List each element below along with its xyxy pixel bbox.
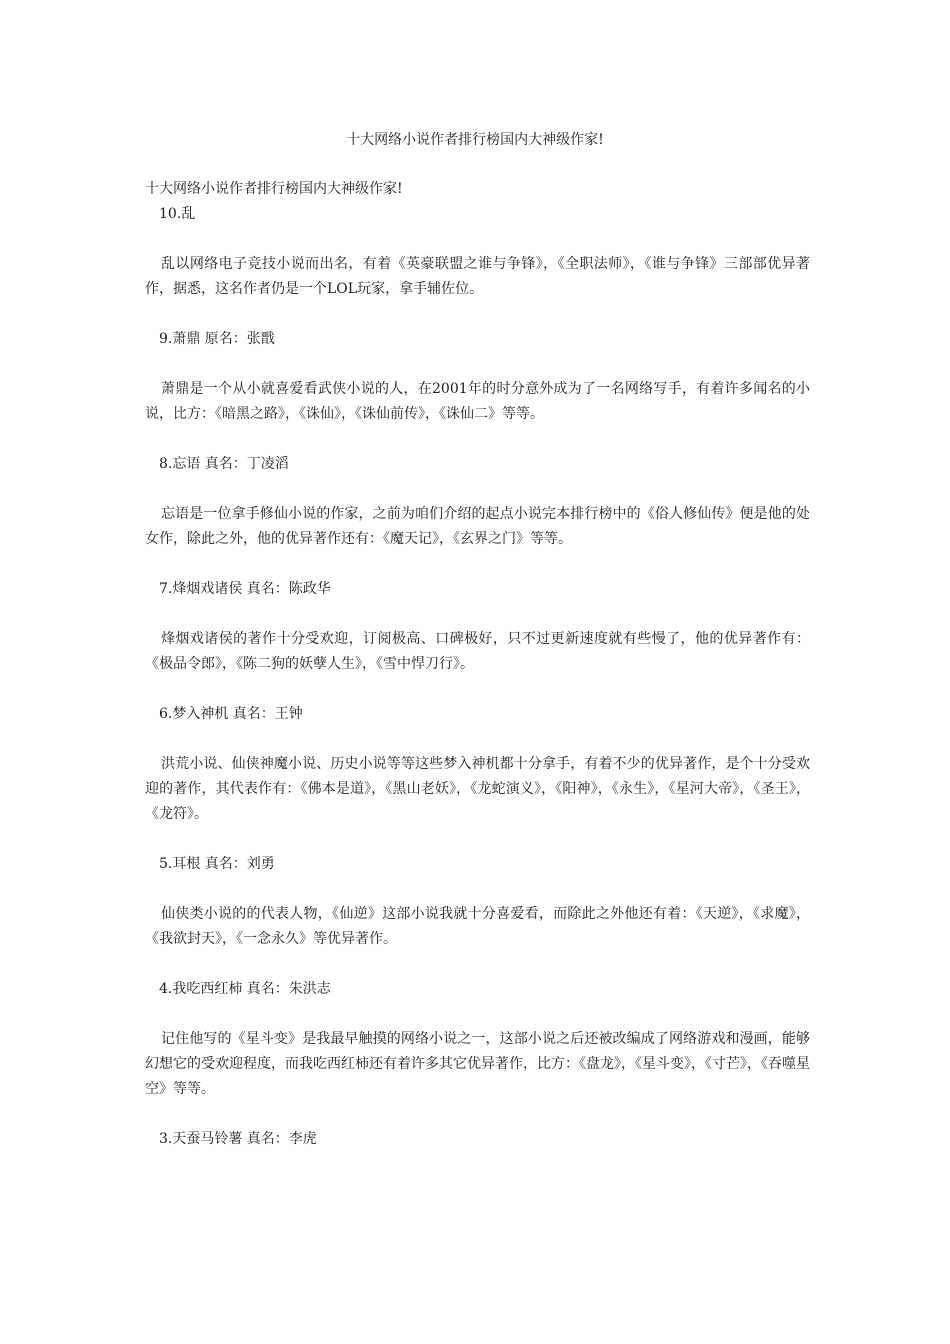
- paragraph-gap: [145, 602, 810, 627]
- paragraph-gap: [145, 677, 810, 702]
- section-heading-10: 10.乱: [159, 206, 196, 222]
- paragraph-gap: [145, 1002, 810, 1027]
- section-heading-4: 4.我吃西红柿 真名：朱洪志: [159, 981, 331, 997]
- paragraph-gap: [145, 827, 810, 852]
- section-heading-5: 5.耳根 真名：刘勇: [159, 856, 275, 872]
- document-body: [145, 177, 810, 1152]
- section-body-10: 乱以网络电子竞技小说而出名，有着《英豪联盟之谁与争锋》，《全职法师》，《谁与争锋》三部部优异著作，据悉，这名作者仍是一个LOL玩家，拿手辅佐位。: [145, 256, 810, 297]
- section-body-4: 记住他写的《星斗变》是我最早触摸的网络小说之一，这部小说之后还被改编成了网络游戏和漫画，能够幻想它的受欢迎程度，而我吃西红柿还有着许多其它优异著作，比方：《盘龙》，《星斗变》，《寸芒》，《吞噬星空》等等。: [145, 1031, 810, 1097]
- section-body-9: 萧鼎是一个从小就喜爱看武侠小说的人，在2001年的时分意外成为了一名网络写手，有着许多闻名的小说，比方：《暗黑之路》，《诛仙》，《诛仙前传》，《诛仙二》等等。: [145, 381, 810, 422]
- paragraph-gap: [145, 952, 810, 977]
- section-heading-3: 3.天蚕马铃薯 真名：李虎: [159, 1131, 317, 1147]
- document-title: 十大网络小说作者排行榜国内大神级作家!: [346, 132, 604, 148]
- section-heading-8: 8.忘语 真名：丁凌滔: [159, 456, 289, 472]
- paragraph-gap: [145, 427, 810, 452]
- section-heading-7: 7.烽烟戏诸侯 真名：陈政华: [159, 581, 331, 597]
- paragraph-gap: [145, 877, 810, 902]
- section-heading-6: 6.梦入神机 真名：王钟: [159, 706, 303, 722]
- paragraph-gap: [145, 1102, 810, 1127]
- section-body-7: 烽烟戏诸侯的著作十分受欢迎，订阅极高、口碑极好，只不过更新速度就有些慢了，他的优异著作有：《极品令郎》，《陈二狗的妖孽人生》，《雪中悍刀行》。: [145, 631, 810, 672]
- paragraph-gap: [145, 227, 810, 252]
- paragraph-gap: [145, 477, 810, 502]
- paragraph-gap: [145, 302, 810, 327]
- paragraph-gap: [145, 352, 810, 377]
- section-body-5: 仙侠类小说的的代表人物，《仙逆》这部小说我就十分喜爱看，而除此之外他还有着：《天逆》，《求魔》，《我欲封天》，《一念永久》等优异著作。: [145, 906, 810, 947]
- section-body-8: 忘语是一位拿手修仙小说的作家，之前为咱们介绍的起点小说完本排行榜中的《俗人修仙传》便是他的处女作，除此之外，他的优异著作还有：《魔天记》，《玄界之门》等等。: [145, 506, 810, 547]
- paragraph-gap: [145, 552, 810, 577]
- section-heading-9: 9.萧鼎 原名：张戬: [159, 331, 275, 347]
- paragraph-gap: [145, 727, 810, 752]
- intro-line: 十大网络小说作者排行榜国内大神级作家!: [145, 181, 403, 197]
- section-body-6: 洪荒小说、仙侠神魔小说、历史小说等等这些梦入神机都十分拿手，有着不少的优异著作，是个十分受欢迎的著作，其代表作有：《佛本是道》，《黑山老妖》，《龙蛇演义》，《阳神》，《永生》，《星河大帝》，《圣王》，《龙符》。: [145, 756, 810, 822]
